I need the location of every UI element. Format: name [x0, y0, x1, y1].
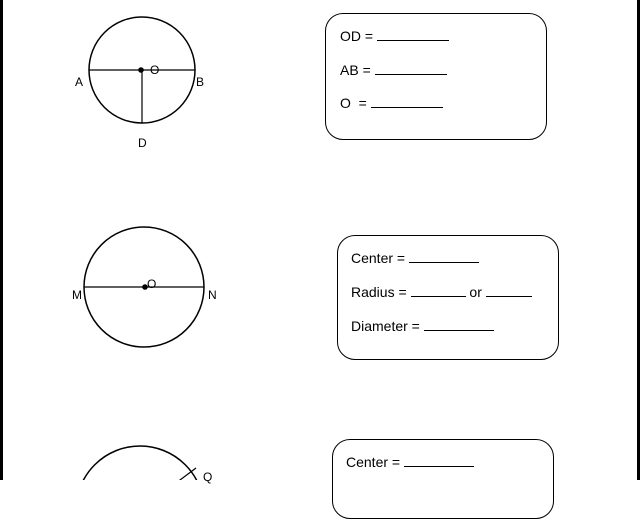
answer-label: O = — [340, 95, 371, 111]
point-label-o2: O — [147, 277, 157, 291]
answer-blank[interactable] — [404, 453, 474, 467]
answer-row-center-3 — [346, 453, 474, 470]
answer-label: AB = — [340, 62, 375, 78]
answer-blank[interactable] — [377, 27, 449, 41]
answer-label: OD = — [340, 28, 377, 44]
point-label-n: N — [208, 288, 217, 302]
answer-blank[interactable] — [409, 249, 479, 263]
answer-label: Center = — [346, 454, 404, 470]
answer-blank[interactable] — [411, 283, 466, 297]
answer-label: Diameter = — [351, 318, 424, 334]
answer-row-center — [351, 249, 479, 266]
answer-box-2 — [337, 235, 559, 360]
point-label-d: D — [138, 136, 147, 150]
answer-label: Center = — [351, 250, 409, 266]
answer-row-diameter — [351, 317, 494, 334]
answer-box-3 — [332, 439, 554, 519]
point-label-a: A — [75, 75, 84, 89]
point-label-b: B — [196, 75, 205, 89]
answer-blank[interactable] — [375, 61, 447, 75]
answer-blank[interactable] — [371, 94, 443, 108]
answer-label: Radius = — [351, 284, 411, 300]
answer-row-ab — [340, 61, 447, 78]
answer-row-o — [340, 94, 443, 111]
circle-3 — [76, 446, 204, 480]
answer-row-od — [340, 27, 449, 44]
radius-q — [140, 468, 196, 480]
answer-row-radius — [351, 283, 532, 300]
point-label-q: Q — [203, 470, 213, 484]
answer-or: or — [465, 284, 486, 300]
center-dot-1 — [138, 67, 144, 73]
answer-blank[interactable] — [486, 283, 532, 297]
point-label-o: O — [150, 63, 160, 77]
answer-blank[interactable] — [424, 317, 494, 331]
point-label-m: M — [72, 288, 82, 302]
answer-box-1 — [325, 13, 547, 140]
